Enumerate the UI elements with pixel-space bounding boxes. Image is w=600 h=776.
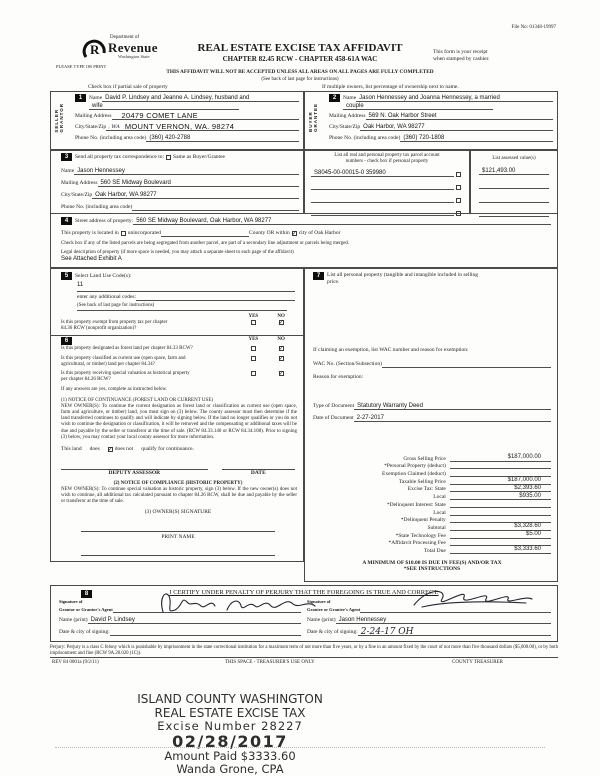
fin-label-tech-fee: *State Technology Fee xyxy=(395,532,446,539)
section5-yes-header: YES xyxy=(248,314,259,319)
fin-label-processing-fee: *Affidavit Processing Fee xyxy=(388,540,446,547)
q-historical-yes-checkbox[interactable] xyxy=(251,371,256,376)
grantee-signature-label-1: Signature of xyxy=(307,599,331,604)
date-of-document-label: Date of Document xyxy=(313,415,354,421)
receipt-note-line2: when stamped by cashier. xyxy=(433,55,490,62)
type-of-document-value[interactable]: Statutory Warranty Deed xyxy=(354,402,551,410)
county-or-within-label: County OR within xyxy=(249,229,290,236)
fin-value-excise-state[interactable]: $2,393.60 xyxy=(450,485,551,493)
scan-artifact-line xyxy=(55,747,545,748)
buyer-phone-label: Phone No. (including area code) xyxy=(329,135,401,141)
assessed-value-blank-3[interactable] xyxy=(479,195,549,203)
land-use-title: Select Land Use Code(s): xyxy=(75,273,132,279)
svg-text:R: R xyxy=(90,42,100,57)
see-back-note: (See back of last page for instructions) xyxy=(261,77,339,82)
exemption-label: If claiming an exemption, list WAC number and reason for exemption: xyxy=(313,347,469,353)
receipt-note-line1: This form is your receipt xyxy=(433,49,488,55)
grantor-name-print-label: Name (print) xyxy=(59,616,88,623)
section4-badge: 4 xyxy=(61,217,72,225)
owner-signature-line[interactable] xyxy=(81,524,275,532)
buyer-name-value-line2[interactable]: couple xyxy=(343,102,493,110)
revenue-r-icon xyxy=(82,37,108,63)
fin-value-tech-fee[interactable]: $5.00 xyxy=(450,531,551,539)
please-type-note: PLEASE TYPE OR PRINT xyxy=(56,64,107,69)
fin-label-delinq-int-local: Local xyxy=(433,509,446,516)
legal-description-value[interactable]: See Attached Exhibit A xyxy=(61,256,122,262)
fin-label-exemption: Exemption Claimed (deduct) xyxy=(381,471,446,478)
revenue-wordmark: Revenue xyxy=(108,40,158,55)
fin-value-taxable[interactable]: $187,000.00 xyxy=(450,477,551,485)
buyer-name-label: Name xyxy=(343,95,357,101)
fin-value-excise-local[interactable]: $935.00 xyxy=(450,493,551,501)
q-forest-text: Is this property designated as forest land per chapter 84.33 RCW? xyxy=(61,346,193,352)
seller-mailing-label: Mailing Address xyxy=(75,113,112,119)
correspondence-phone-label: Phone No. (including area code) xyxy=(61,204,133,210)
grantor-signature-label-1: Signature of xyxy=(59,599,83,604)
fin-label-total-due: Total Due xyxy=(424,547,446,554)
form-chapter-subtitle: CHAPTER 82.45 RCW - CHAPTER 458-61A WAC xyxy=(222,55,378,63)
grantee-date-city-label: Date & city of signing: xyxy=(307,628,358,635)
notice-continuance-title: (1) NOTICE OF CONTINUANCE (FOREST LAND OR CURRENT USE) xyxy=(61,397,214,403)
personal-property-checkbox-3[interactable] xyxy=(456,198,461,203)
see-instructions-note: *SEE INSTRUCTIONS xyxy=(403,565,461,572)
grantee-date-city-value[interactable]: 2-24-17 OH xyxy=(358,628,551,636)
notice-compliance-body: NEW OWNER(S): To continue special valuation as historic property, sign (3) below. If the new owner(s) does not wish to continue, all additional tax calculated pursuant to chapter 84.26 RCW, shall be due and payable by the seller or transferor at the time of sale. xyxy=(61,486,297,504)
q-current-use-yes-checkbox[interactable] xyxy=(251,356,256,361)
minimum-due-note: A MINIMUM OF $10.00 IS DUE IN FEE(S) AND/OR TAX xyxy=(362,559,502,566)
fin-label-delinq-penalty: *Delinquent Penalty xyxy=(400,517,446,524)
seller-name-value[interactable]: David P. Lindsey and Jeanne A. Lindsey, husband and xyxy=(102,94,299,102)
located-in-label: This property is located in xyxy=(61,229,119,236)
section6-badge: 6 xyxy=(61,337,72,345)
fin-value-delinq-penalty[interactable] xyxy=(450,516,551,524)
county-blank[interactable] xyxy=(161,229,249,237)
treasurer-stamp xyxy=(80,692,380,776)
grantor-date-city-value[interactable] xyxy=(110,628,301,636)
seller-box xyxy=(50,91,304,150)
tax-correspondence-box xyxy=(50,150,304,214)
owner-signature-label: (3) OWNER(S) SIGNATURE xyxy=(144,509,212,516)
buyer-side-label: BUYER GRANTEE xyxy=(308,103,318,133)
type-of-document-label: Type of Document xyxy=(313,403,355,409)
stamp-reet-line: REAL ESTATE EXCISE TAX xyxy=(154,706,306,720)
correspondence-city-value[interactable]: Oak Harbor, WA 98277 xyxy=(92,191,299,199)
file-number-value: 01348-19997 xyxy=(529,25,556,30)
deputy-assessor-label: DEPUTY ASSESSOR xyxy=(108,470,161,477)
financial-table xyxy=(313,454,551,554)
land-use-code-value[interactable]: 11 xyxy=(77,282,84,288)
q-current-use-no-checkbox[interactable] xyxy=(279,356,284,361)
fin-value-total-due[interactable]: $3,333.60 xyxy=(450,546,551,554)
seller-name-value-line2[interactable]: wife xyxy=(89,102,239,110)
q-forest-yes-checkbox[interactable] xyxy=(251,346,256,351)
parcel-numbers-box xyxy=(304,150,470,214)
county-treasurer-label: COUNTY TREASURER xyxy=(452,660,503,665)
parcel-number-blank-3[interactable] xyxy=(311,195,454,203)
q-current-use-text: Is this property classified as current use (open space, farm and agricultural, or timber) land per chapter 84.34? xyxy=(61,355,186,367)
deputy-date-line[interactable] xyxy=(222,462,295,470)
buyer-name-value[interactable]: Jason Hennessey and Joanna Hennessey, a married xyxy=(356,94,553,102)
deputy-date-label: DATE xyxy=(250,470,266,477)
grantor-signature-ink xyxy=(155,588,325,618)
fin-label-excise-local: Local xyxy=(433,494,446,501)
file-number xyxy=(512,25,556,31)
fin-value-personal[interactable] xyxy=(450,462,551,470)
wac-number-value[interactable] xyxy=(382,360,551,368)
dept-of-label: Department of xyxy=(110,35,140,40)
assessed-values-header: List assessed value(s) xyxy=(492,156,536,161)
perjury-note: Perjury: Perjury is a class C felony which is punishable by imprisonment in the state correctional institution for a maximum term of not more than five years, or by a fine in an amount fixed by the court of not more than five thousand dollars ($5,000.00), or by both imprisonment and fine (RCW 9A.20.020 (1C)). xyxy=(50,645,558,657)
same-as-buyer-label: Same as Buyer/Grantee xyxy=(173,153,225,160)
additional-codes-label: enter any additional codes: xyxy=(77,294,137,300)
city-of-label: city of Oak Harbor xyxy=(298,229,341,236)
buyer-phone-value[interactable]: (360) 720-1808 xyxy=(400,134,553,142)
assessed-value-1[interactable]: $121,493.00 xyxy=(479,167,549,175)
q-exempt-no-checkbox[interactable] xyxy=(279,320,284,325)
treasurer-space-label: THIS SPACE - TREASURER'S USE ONLY xyxy=(225,660,315,665)
additional-codes-value[interactable] xyxy=(136,293,295,301)
wac-number-label: WAC No. (Section/Subsection) xyxy=(313,360,382,367)
stamp-excise-number: Excise Number 28227 xyxy=(157,719,303,733)
buyer-box xyxy=(304,91,558,150)
fin-value-processing-fee[interactable] xyxy=(450,539,551,547)
send-correspondence-label: Send all property tax correspondence to: xyxy=(75,153,165,160)
grantee-name-print-label: Name (print) xyxy=(307,616,336,623)
stamp-signer: Wanda Grone, CPA xyxy=(176,762,284,776)
correspondence-name-label: Name xyxy=(61,168,75,174)
footer-divider xyxy=(50,657,558,658)
buyer-mailing-label: Mailing Address xyxy=(329,113,366,119)
stamp-date: 02/28/2017 xyxy=(172,732,288,751)
q-historical-no-checkbox[interactable] xyxy=(279,371,284,376)
seller-side-label: SELLER GRANTOR xyxy=(54,103,64,133)
segregated-note: Check box if any of the listed parcels are being segregated from another parcel, are part of a secondary line adjustment or parcels being merged. xyxy=(61,241,350,246)
section7-badge: 7 xyxy=(313,272,324,280)
stamp-amount-paid: Amount Paid $3333.60 xyxy=(164,749,296,763)
does-label: does xyxy=(89,446,100,453)
partial-sale-note: Check box if partial sale of property xyxy=(88,84,168,90)
correspondence-phone-value[interactable] xyxy=(132,203,299,211)
notice-continuance-body: NEW OWNER(S): To continue the current designation as forest land or classification as current use (open space, farm and agriculture, or timber) land, you must sign on (3) below. The county assessor must then determine if the land transferred continues to qualify and will indicate by signing below. If the land no longer qualifies or you do not wish to continue the designation or classification, it will be removed and the compensating or additional taxes will be due and payable by the seller or transferor at the time of sale. (RCW 84.33.140 or RCW 84.34.108). Prior to signing (3) below, you may contact your local county assessor for more information. xyxy=(61,403,297,440)
file-number-label: File No: xyxy=(511,25,529,30)
this-land-label: This land xyxy=(61,446,82,453)
seller-mailing-value[interactable]: 20479 COMET LANE xyxy=(112,111,299,120)
fin-value-delinq-int-state[interactable] xyxy=(450,500,551,508)
deputy-assessor-signature-line[interactable] xyxy=(61,462,208,470)
buyer-city-label: City/State/Zip xyxy=(329,124,361,130)
section8-badge: 8 xyxy=(81,590,92,598)
section6-yes-header: YES xyxy=(248,337,259,342)
fin-label-personal: *Personal Property (deduct) xyxy=(384,463,446,470)
fin-value-exemption[interactable] xyxy=(450,470,551,478)
buyer-mailing-value[interactable]: 569 N. Oak Harbor Street xyxy=(366,112,553,120)
seller-city-label: City/State/Zip xyxy=(75,124,107,130)
grantor-date-city-label: Date & city of signing: xyxy=(59,628,110,635)
correspondence-name-value[interactable]: Jason Hennessey xyxy=(74,167,299,175)
fin-value-subtotal[interactable]: $3,328.60 xyxy=(450,523,551,531)
fin-label-gross: Gross Selling Price xyxy=(403,455,446,462)
personal-property-text: List all personal property (tangible and intangible included in selling price. xyxy=(327,272,479,285)
q-exempt-text: Is this property exempt from property tax per chapter 84.36 RCW (nonprofit organization)? xyxy=(61,320,168,331)
correspondence-mailing-label: Mailing Address xyxy=(61,180,98,186)
unincorporated-label: unincorporated xyxy=(127,229,162,236)
certify-statement: I CERTIFY UNDER PENALTY OF PERJURY THAT THE FOREGOING IS TRUE AND CORRECT. xyxy=(169,589,439,596)
form-revision-number: REV 84 0001a (9/2/11) xyxy=(52,660,99,665)
print-name-line[interactable] xyxy=(81,548,275,556)
q-exempt-yes-checkbox[interactable] xyxy=(251,320,256,325)
seller-name-label: Name xyxy=(89,95,103,101)
notice-compliance-title: (2) NOTICE OF COMPLIANCE (HISTORIC PROPERTY) xyxy=(113,480,243,486)
fin-label-excise-state: Excise Tax: State xyxy=(407,486,446,493)
section5-badge: 5 xyxy=(61,272,72,280)
q-historical-text: Is this property receiving special valuation as historical property per chapter 84.26 RCW? xyxy=(61,370,190,382)
seller-city-value[interactable]: MOUNT VERNON, WA. 98274 xyxy=(122,122,299,131)
date-of-document-value[interactable]: 2-27-2017 xyxy=(354,414,551,422)
stamp-county-line: ISLAND COUNTY WASHINGTON xyxy=(137,692,323,706)
city-of-checkbox[interactable] xyxy=(292,231,297,236)
grantee-name-value[interactable]: Jason Hennessey xyxy=(336,616,551,624)
assessed-values-box xyxy=(470,150,558,214)
seller-phone-label: Phone No. (including area code) xyxy=(75,135,147,141)
qualify-label: qualify for continuance. xyxy=(141,446,194,453)
street-address-label: Street address of property: xyxy=(75,218,134,224)
does-not-checkbox[interactable] xyxy=(108,447,113,452)
if-yes-note: If any answers are yes, complete as instructed below. xyxy=(61,386,168,392)
reason-exemption-label: Reason for exemption: xyxy=(313,373,364,380)
section6-no-header: NO xyxy=(277,337,285,342)
street-address-value[interactable]: 560 SE Midway Boulevard, Oak Harbor, WA 98277 xyxy=(133,217,551,225)
fin-label-subtotal: Subtotal xyxy=(427,524,446,531)
parcel-header-line2: numbers - check box if personal property xyxy=(345,159,429,164)
section2-badge: 2 xyxy=(329,94,340,102)
q-forest-no-checkbox[interactable] xyxy=(279,346,284,351)
grantor-name-value[interactable]: David P. Lindsey xyxy=(88,616,301,624)
form-title: REAL ESTATE EXCISE TAX AFFIDAVIT xyxy=(197,42,403,54)
parcel-number-blank-2[interactable] xyxy=(311,182,454,190)
unincorporated-checkbox[interactable] xyxy=(121,231,126,236)
section1-badge: 1 xyxy=(75,94,86,102)
fin-label-delinq-int-state: *Delinquent Interest: State xyxy=(386,501,446,508)
seller-city-handwritten-prefix[interactable]: , WA xyxy=(108,124,120,130)
parcel-header-line1: List all real and personal property tax parcel account xyxy=(334,153,440,158)
fin-value-gross[interactable]: $187,000.00 xyxy=(450,454,551,462)
completion-warning: THIS AFFIDAVIT WILL NOT BE ACCEPTED UNLESS ALL AREAS ON ALL PAGES ARE FULLY COMPLETED xyxy=(166,69,434,75)
personal-property-box xyxy=(304,268,558,582)
correspondence-city-label: City/State/Zip xyxy=(61,192,93,198)
fin-label-taxable: Taxable Selling Price xyxy=(398,478,446,485)
grantor-signature-label-2: Grantor or Grantor's Agent xyxy=(59,607,113,612)
correspondence-mailing-value[interactable]: 560 SE Midway Boulevard xyxy=(98,179,299,187)
section5-no-header: NO xyxy=(277,314,285,319)
does-not-label: does not xyxy=(114,446,134,453)
personal-property-checkbox-2[interactable] xyxy=(456,185,461,190)
section5-see-back: (See back of last page for instructions) xyxy=(77,303,287,311)
multiple-owners-note: If multiple owners, list percentage of ownership next to name. xyxy=(322,84,459,90)
parcel-number-value[interactable]: S8045-00-00015-0 359980 xyxy=(311,169,454,177)
property-address-box xyxy=(50,214,558,268)
print-name-label: PRINT NAME xyxy=(161,533,195,540)
assessed-value-blank-2[interactable] xyxy=(479,181,549,189)
legal-description-label: Legal description of property (if more space is needed, you may attach a separate sheet to each page of the affidavit) xyxy=(61,250,294,255)
seller-phone-value[interactable]: (360) 420-2788 xyxy=(146,134,299,142)
washington-state-label: Washington State xyxy=(118,54,150,59)
land-use-box xyxy=(50,268,304,562)
notice-continuance xyxy=(61,398,297,441)
grantee-signature-label-2: Grantee or Grantee's Agent xyxy=(307,607,361,612)
section3-badge: 3 xyxy=(61,153,72,161)
buyer-city-value[interactable]: Oak Harbor, WA 98277 xyxy=(360,123,553,131)
personal-property-checkbox-1[interactable] xyxy=(456,172,461,177)
fin-value-delinq-int-local[interactable] xyxy=(450,508,551,516)
grantee-signature-ink xyxy=(408,585,538,611)
same-as-buyer-checkbox[interactable] xyxy=(166,155,171,160)
